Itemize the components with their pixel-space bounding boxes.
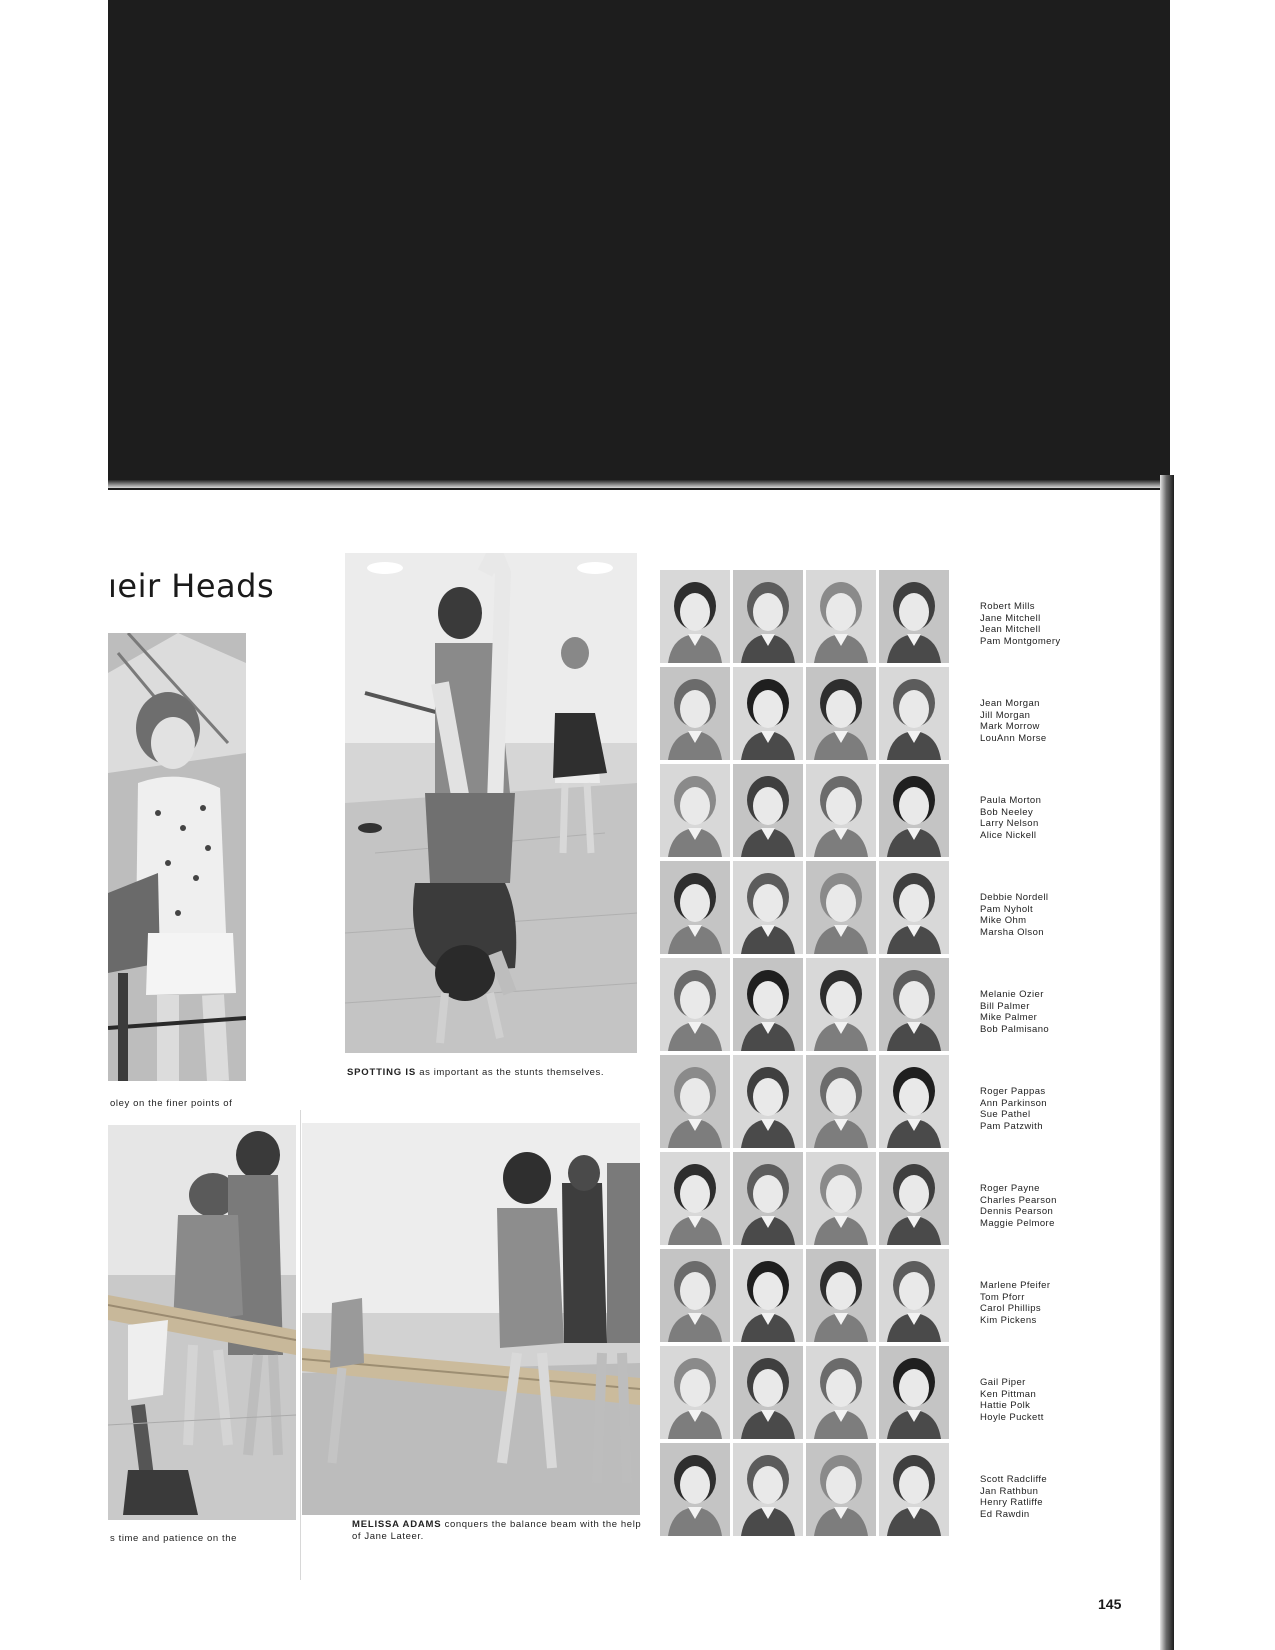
portrait-photo — [806, 570, 876, 663]
student-name: Robert Mills — [980, 601, 1035, 612]
student-name: Ed Rawdin — [980, 1508, 1030, 1520]
student-name: Marsha Olson — [980, 926, 1044, 938]
student-name: Paula Morton — [980, 795, 1042, 806]
portrait-row — [660, 570, 960, 666]
caption-spotting-text: as important as the stunts themselves. — [419, 1067, 605, 1078]
portrait-photo — [660, 1346, 730, 1439]
portrait-photo — [806, 861, 876, 954]
portrait-row — [660, 764, 960, 860]
student-name: Carol Phillips — [980, 1303, 1042, 1314]
portrait-photo — [879, 861, 949, 954]
caption-spotting-lead: SPOTTING IS — [347, 1067, 416, 1078]
portrait-photo — [806, 764, 876, 857]
portrait-photo — [660, 1443, 730, 1536]
portrait-photo — [806, 1152, 876, 1245]
portrait-photo — [733, 1249, 803, 1342]
portrait-photo — [660, 764, 730, 857]
portrait-photo — [660, 958, 730, 1051]
page-title: ıeir Heads — [108, 567, 275, 605]
portrait-photo — [806, 1055, 876, 1148]
name-block — [980, 1183, 1090, 1229]
portrait-photo — [879, 764, 949, 857]
name-block — [980, 1377, 1090, 1423]
caption-beam-right — [352, 1519, 645, 1543]
name-block — [980, 601, 1090, 647]
portrait-photo — [879, 958, 949, 1051]
photo-instructor — [108, 633, 246, 1081]
student-name: Jan Rathbun — [980, 1485, 1039, 1497]
student-name: Hoyle Puckett — [980, 1411, 1044, 1423]
portrait-photo — [733, 570, 803, 663]
caption-beam-left: s time and patience on the — [110, 1533, 238, 1544]
student-name: Kim Pickens — [980, 1314, 1037, 1326]
student-name: Jane Mitchell — [980, 612, 1041, 624]
portrait-photo — [660, 1055, 730, 1148]
portrait-photo — [806, 958, 876, 1051]
portrait-photo — [879, 1443, 949, 1536]
portrait-photo — [806, 1249, 876, 1342]
portrait-row — [660, 1443, 960, 1539]
portrait-photo — [806, 667, 876, 760]
portrait-photo — [733, 764, 803, 857]
portrait-row — [660, 1152, 960, 1248]
student-name: Roger Payne — [980, 1183, 1040, 1194]
portrait-row — [660, 667, 960, 763]
portrait-photo — [879, 1249, 949, 1342]
portrait-photo — [879, 570, 949, 663]
portrait-photo — [660, 1249, 730, 1342]
name-block — [980, 1086, 1090, 1132]
portrait-photo — [733, 1055, 803, 1148]
portrait-photo — [733, 861, 803, 954]
photo-beam-right — [302, 1123, 640, 1515]
student-name: Hattie Polk — [980, 1400, 1031, 1411]
portrait-photo — [733, 1152, 803, 1245]
name-block — [980, 1280, 1090, 1326]
portrait-photo — [806, 1443, 876, 1536]
name-block — [980, 892, 1090, 938]
portrait-photo — [733, 1346, 803, 1439]
portrait-row — [660, 1249, 960, 1345]
student-name: Tom Pforr — [980, 1291, 1025, 1303]
student-name: Pam Patzwith — [980, 1120, 1043, 1132]
portrait-photo — [660, 1152, 730, 1245]
student-name: Ann Parkinson — [980, 1097, 1047, 1109]
student-name: Bob Neeley — [980, 806, 1034, 818]
student-name: Ken Pittman — [980, 1388, 1037, 1400]
student-name: Pam Nyholt — [980, 903, 1034, 915]
student-name: Charles Pearson — [980, 1194, 1057, 1206]
portrait-photo — [879, 1055, 949, 1148]
portrait-photo — [733, 958, 803, 1051]
student-name: Alice Nickell — [980, 829, 1037, 841]
student-name: Sue Pathel — [980, 1109, 1031, 1120]
student-name: Maggie Pelmore — [980, 1217, 1055, 1229]
portrait-photo — [879, 667, 949, 760]
photo-spotting — [345, 553, 637, 1053]
name-block — [980, 795, 1090, 841]
student-name: Debbie Nordell — [980, 892, 1049, 903]
portrait-photo — [660, 861, 730, 954]
photo-divider — [300, 1110, 301, 1580]
name-block — [980, 1474, 1090, 1520]
portrait-row — [660, 1055, 960, 1151]
student-name: Roger Pappas — [980, 1086, 1046, 1097]
student-name: Mike Palmer — [980, 1012, 1038, 1023]
photo-beam-left — [108, 1125, 296, 1520]
page-number: 145 — [1098, 1596, 1122, 1612]
student-name: Pam Montgomery — [980, 635, 1061, 647]
student-name: Jean Morgan — [980, 698, 1040, 709]
student-name: Jean Mitchell — [980, 624, 1041, 635]
portrait-photo — [733, 1443, 803, 1536]
caption-melissa-text: conquers the balance beam with the help of Jane Lateer. — [352, 1519, 642, 1542]
name-block — [980, 989, 1090, 1035]
student-name: Marlene Pfeifer — [980, 1280, 1051, 1291]
student-name: Mike Ohm — [980, 915, 1027, 926]
student-name: Bob Palmisano — [980, 1023, 1050, 1035]
scanner-background — [108, 0, 1170, 490]
caption-melissa-lead: MELISSA ADAMS — [352, 1519, 442, 1530]
portrait-photo — [879, 1346, 949, 1439]
portrait-photo — [879, 1152, 949, 1245]
caption-instructor: oley on the finer points of — [110, 1098, 233, 1109]
portrait-photo — [660, 667, 730, 760]
student-name: Mark Morrow — [980, 721, 1040, 732]
page-top-edge — [108, 480, 1170, 488]
portrait-row — [660, 1346, 960, 1442]
portrait-row — [660, 958, 960, 1054]
portrait-row — [660, 861, 960, 957]
portrait-photo — [660, 570, 730, 663]
student-name: Henry Ratliffe — [980, 1497, 1043, 1508]
name-block — [980, 698, 1090, 744]
student-name: Larry Nelson — [980, 818, 1039, 829]
student-name: Jill Morgan — [980, 709, 1031, 721]
student-name: Bill Palmer — [980, 1000, 1030, 1012]
caption-spotting — [347, 1067, 647, 1079]
student-name: LouAnn Morse — [980, 732, 1047, 744]
portrait-photo — [733, 667, 803, 760]
book-spine-shadow — [1160, 475, 1174, 1650]
student-name: Gail Piper — [980, 1377, 1026, 1388]
student-name: Scott Radcliffe — [980, 1474, 1048, 1485]
portrait-photo — [806, 1346, 876, 1439]
student-name: Melanie Ozier — [980, 989, 1044, 1000]
student-name: Dennis Pearson — [980, 1206, 1054, 1217]
